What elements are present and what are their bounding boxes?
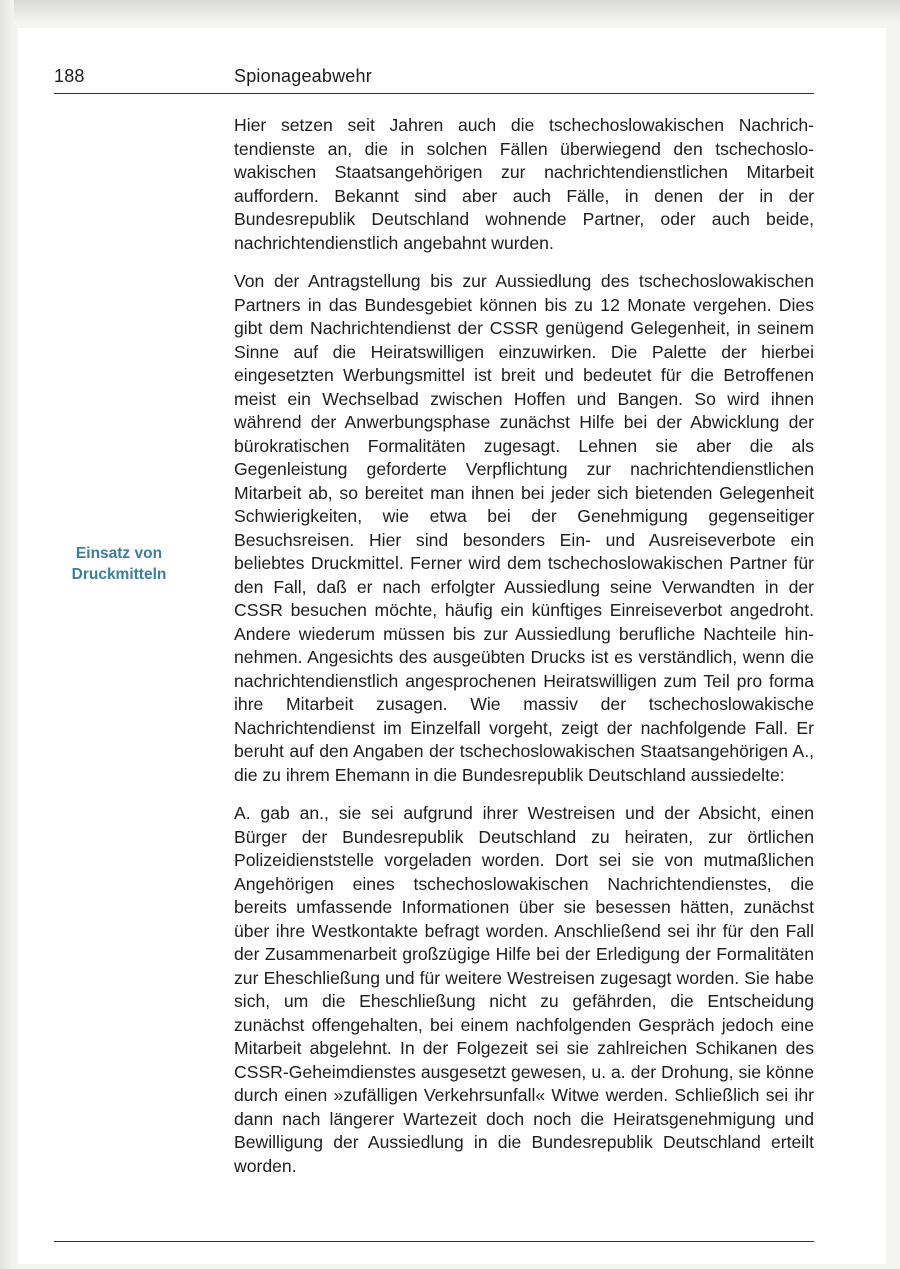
paragraph-3: A. gab an., sie sei aufgrund ihrer Westreisen und der Absicht, einen Bürger der Bundesrepublik Deutschland zu heiraten, zur örtlichen Polizeidienststelle vorgeladen worden. Dort sei sie von mutmaßlichen Angehörigen eines tschechoslowakischen Nachrichtendienstes, die bereits umfassende Informationen über sie besessen hätten, zunächst über ihre Westkontakte befragt worden. Anschließend sei ihr für den Fall der Zusammenarbeit großzügige Hilfe bei der Erledigung der Formalitäten zur Eheschließung und für weitere Westreisen zugesagt worden. Sie habe sich, um die Eheschließung nicht zu gefährden, die Entscheidung zunächst offengehalten, bei einem nachfolgenden Gespräch jedoch eine Mitarbeit abgelehnt. In der Folgezeit sei sie zahlreichen Schikanen des CSSR-Geheimdienstes ausgesetzt gewesen, u. a. der Drohung, sie könne durch einen »zufälligen Verkehrsunfall« Witwe werden. Schließlich sei ihr dann nach längerer Wartezeit doch noch die Heiratsgenehmigung und Bewilligung der Aussiedlung in die Bundesrepublik Deutschland erteilt worden.: [234, 803, 814, 1176]
margin-note: [34, 543, 204, 585]
paragraph-1: Hier setzen seit Jahren auch die tschechoslowakischen Nachrichtendienste an, die in solchen Fällen überwiegend den tschechoslowakischen Staatsangehörigen zur nachrichtendienstlichen Mitarbeit auffordern. Bekannt sind aber auch Fälle, in denen der in der Bundesrepublik Deutschland wohnende Partner, oder auch beide, nachrichtendienstlich angebahnt wurden.: [234, 115, 814, 253]
footer-divider: [54, 1241, 814, 1242]
scan-top-shadow: [0, 0, 900, 22]
body-text: [234, 114, 814, 1193]
paragraph-2: Von der Antragstellung bis zur Aussiedlung des tschechoslowakischen Partners in das Bundesgebiet können bis zu 12 Monate vergehen. Dies gibt dem Nachrichtendienst der CSSR genügend Gelegenheit, in seinem Sinne auf die Heiratswilligen einzuwirken. Die Palette der hierbei eingesetzten Werbungsmittel ist breit und bedeutet für die Betroffenen meist ein Wechselbad zwischen Hoffen und Bangen. So wird ihnen während der Anwerbungsphase zunächst Hilfe bei der Abwicklung der bürokratischen Formalitäten zugesagt. Lehnen sie aber die als Gegenleistung geforderte Verpflichtung zur nachrichtendienstlichen Mitarbeit ab, so bereitet man ihnen bei jeder sich bietenden Gelegenheit Schwierigkeiten, wie etwa bei der Genehmigung gegenseitiger Besuchsreisen. Hier sind besonders Ein- und Ausreiseverbote ein beliebtes Druckmittel. Ferner wird dem tschechoslowakischen Partner für den Fall, daß er nach erfolgter Aussiedlung seine Verwandten in der CSSR besuchen möchte, häufig ein künftiges Einreiseverbot angedroht. Andere wiederum müssen bis zur Aussiedlung berufliche Nachteile hinnehmen. Angesichts des ausgeübten Drucks ist es verständlich, wenn die nachrichtendienstlich angesprochenen Heiratswilligen zum Teil pro forma ihre Mitarbeit zusagen. Wie massiv der tschechoslowakische Nachrichtendienst im Einzelfall vorgeht, zeigt der nachfolgende Fall. Er beruht auf den Angaben der tschechoslowakischen Staatsangehörigen A., die zu ihrem Ehemann in die Bundesrepublik Deutschland aussiedelte:: [234, 271, 814, 785]
scan-left-shadow: [0, 0, 14, 1269]
page-number: 188: [54, 66, 85, 86]
header-divider: [54, 93, 814, 94]
margin-note-line-1: Einsatz von: [75, 545, 163, 562]
margin-note-line-2: Druckmitteln: [71, 566, 167, 583]
running-head-title: Spionageabwehr: [234, 66, 372, 86]
book-page: [18, 28, 886, 1264]
